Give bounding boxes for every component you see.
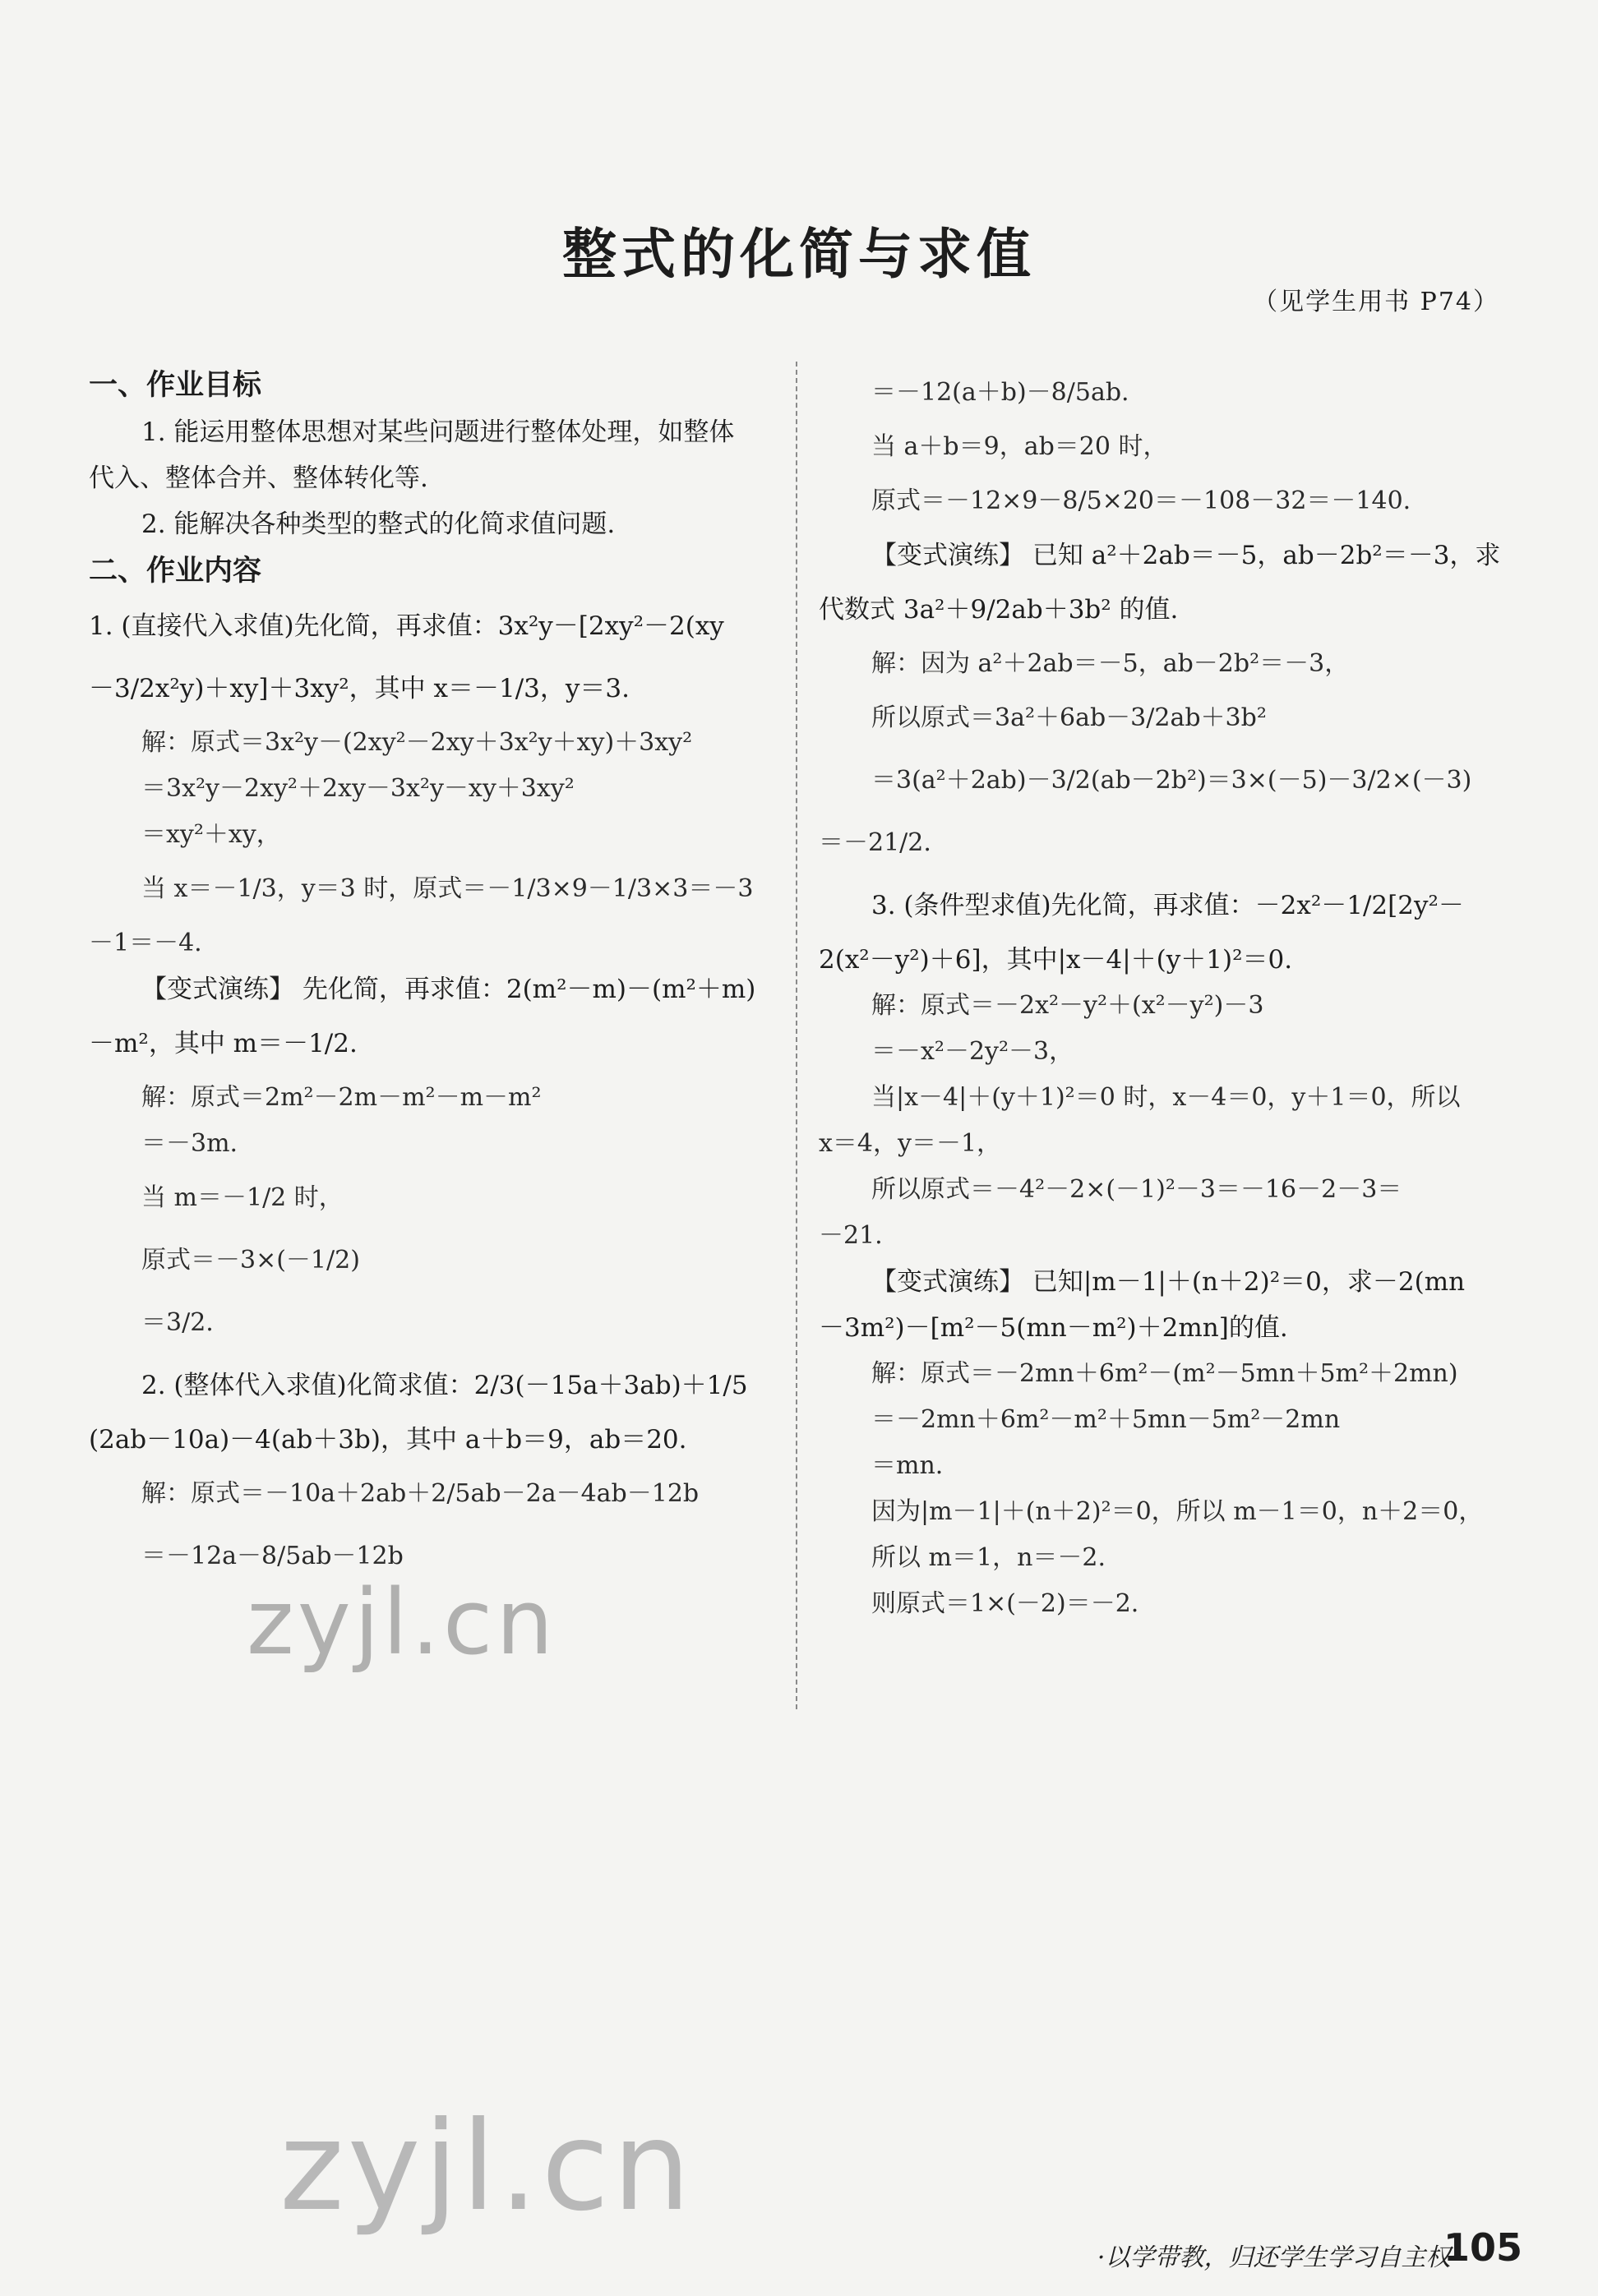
left-column-line: 解：原式＝－10a＋2ab＋2/5ab－2a－4ab－12b (141, 1479, 700, 1508)
left-column-line: 原式＝－3×(－1/2) (141, 1246, 360, 1275)
column-divider (796, 362, 797, 1709)
left-column-line: 2. (整体代入求值)化简求值：2/3(－15a＋3ab)＋1/5 (141, 1371, 748, 1400)
left-column-line: 2. 能解决各种类型的整式的化简求值问题. (141, 509, 616, 539)
left-column-line: 代入、整体合并、整体转化等. (89, 463, 428, 493)
left-column-line: 1. 能运用整体思想对某些问题进行整体处理，如整体 (141, 417, 735, 447)
right-column-line: 代数式 3a²＋9/2ab＋3b² 的值. (819, 595, 1179, 625)
left-column-line: ＝－3m. (141, 1129, 238, 1158)
left-column-line: 【变式演练】 先化简，再求值：2(m²－m)－(m²＋m) (141, 975, 756, 1004)
book-reference: （见学生用书 P74） (1253, 288, 1499, 316)
left-column-line: 当 m＝－1/2 时， (141, 1183, 344, 1212)
page-number: 105 (1443, 2225, 1522, 2270)
left-column-line: 一、作业目标 (89, 369, 262, 402)
left-column-line: 1. (直接代入求值)先化简，再求值：3x²y－[2xy²－2(xy (89, 611, 724, 641)
left-column-line: 解：原式＝2m²－2m－m²－m－m² (141, 1083, 542, 1112)
left-column-line: 当 x＝－1/3，y＝3 时，原式＝－1/3×9－1/3×3＝－3 (141, 874, 754, 903)
right-column-line: 则原式＝1×(－2)＝－2. (871, 1589, 1139, 1618)
watermark-mid: zyjl.cn (247, 1570, 557, 1675)
right-column-line: ＝－21/2. (819, 828, 931, 857)
right-column-line: 【变式演练】 已知|m－1|＋(n＋2)²＝0，求－2(mn (871, 1267, 1466, 1297)
right-column-line: ＝－2mn＋6m²－m²＋5mn－5m²－2mn (871, 1405, 1341, 1434)
right-column-line: ＝mn. (871, 1451, 944, 1480)
right-column-line: 解：因为 a²＋2ab＝－5，ab－2b²＝－3， (871, 649, 1350, 678)
right-column-line: ＝－12(a＋b)－8/5ab. (871, 378, 1129, 407)
right-column-line: －3m²)－[m²－5(mn－m²)＋2mn]的值. (819, 1313, 1288, 1343)
footer-slogan: ·以学带教，归还学生学习自主权· (1097, 2243, 1458, 2272)
right-column-line: 因为|m－1|＋(n＋2)²＝0，所以 m－1＝0，n＋2＝0， (871, 1497, 1484, 1526)
right-column-line: 所以 m＝1，n＝－2. (871, 1543, 1106, 1572)
left-column-line: ＝－12a－8/5ab－12b (141, 1542, 404, 1570)
right-column-line: ＝3(a²＋2ab)－3/2(ab－2b²)＝3×(－5)－3/2×(－3) (871, 766, 1472, 795)
watermark-bottom: zyjl.cn (279, 2095, 695, 2238)
left-column (89, 362, 779, 1588)
left-column-line: ＝3/2. (141, 1308, 214, 1337)
left-column-line: (2ab－10a)－4(ab＋3b)，其中 a＋b＝9，ab＝20. (89, 1425, 687, 1455)
left-column-line: 二、作业内容 (89, 555, 262, 588)
right-column-line: 当 a＋b＝9，ab＝20 时， (871, 432, 1168, 461)
right-column-line: －21. (819, 1221, 883, 1250)
right-column-line: 原式＝－12×9－8/5×20＝－108－32＝－140. (871, 486, 1411, 515)
right-column-line: 解：原式＝－2mn＋6m²－(m²－5mn＋5m²＋2mn) (871, 1359, 1458, 1388)
left-column-line: －3/2x²y)＋xy]＋3xy²，其中 x＝－1/3，y＝3. (89, 674, 630, 703)
left-column-line: －m²，其中 m＝－1/2. (89, 1029, 358, 1058)
left-column-line: ＝xy²＋xy， (141, 820, 281, 849)
right-column-line: 所以原式＝3a²＋6ab－3/2ab＋3b² (871, 703, 1267, 732)
left-column-line: ＝3x²y－2xy²＋2xy－3x²y－xy＋3xy² (141, 774, 575, 803)
right-column-line: 【变式演练】 已知 a²＋2ab＝－5，ab－2b²＝－3，求 (871, 541, 1501, 570)
left-column-line: 解：原式＝3x²y－(2xy²－2xy＋3x²y＋xy)＋3xy² (141, 728, 693, 757)
right-column (819, 362, 1509, 1627)
right-column-line: 2(x²－y²)＋6]，其中|x－4|＋(y＋1)²＝0. (819, 945, 1293, 975)
right-column-line: 解：原式＝－2x²－y²＋(x²－y²)－3 (871, 991, 1264, 1020)
right-column-line: ＝－x²－2y²－3， (871, 1037, 1074, 1066)
right-column-line: 当|x－4|＋(y＋1)²＝0 时，x－4＝0，y＋1＝0，所以 (871, 1083, 1461, 1112)
page-title: 整式的化简与求值 (562, 223, 1036, 286)
right-column-line: 3. (条件型求值)先化简，再求值：－2x²－1/2[2y²－ (871, 891, 1464, 920)
left-column-line: －1＝－4. (89, 929, 202, 957)
right-column-line: x＝4，y＝－1， (819, 1129, 1002, 1158)
right-column-line: 所以原式＝－4²－2×(－1)²－3＝－16－2－3＝ (871, 1175, 1402, 1204)
